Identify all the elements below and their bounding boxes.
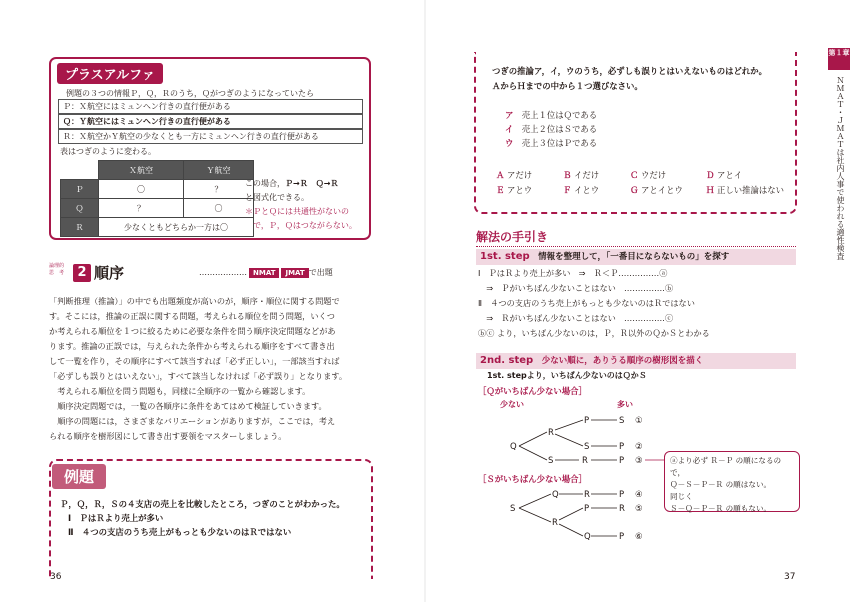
option-e[interactable]: Ｅ アとウ bbox=[496, 185, 533, 195]
jmat-tag: JMAT bbox=[281, 268, 308, 278]
example-statement: Ｐ，Ｑ，Ｒ，Ｓの４支店の売上を比較したところ，つぎのことがわかった。 Ⅰ ＰはＲより売上が多い Ⅱ ４つの支店のうち売上がもっとも少ないのはＲではない bbox=[60, 499, 345, 537]
row-label: Ｑ bbox=[61, 199, 99, 218]
node: ⑥ bbox=[635, 532, 643, 542]
side-note-2: と図式化できる。 bbox=[245, 193, 309, 202]
option-g[interactable]: Ｇ アとイとウ bbox=[630, 185, 683, 195]
side-formula: Ｐ→Ｒ Ｑ→Ｒ bbox=[285, 179, 339, 188]
section-heading bbox=[49, 262, 371, 282]
node: Q bbox=[552, 490, 559, 500]
row-label: Ｒ bbox=[61, 218, 99, 237]
side-note-3: ＊ＰとＱには共通性がないの bbox=[245, 207, 349, 216]
node: ① bbox=[635, 416, 643, 426]
node: S bbox=[548, 456, 554, 466]
row-label: Ｐ bbox=[61, 180, 99, 199]
node: Q bbox=[510, 442, 517, 452]
tree-diagram bbox=[505, 408, 665, 548]
node: ④ bbox=[635, 490, 643, 500]
nmat-tag: NMAT bbox=[249, 268, 279, 278]
node: P bbox=[619, 442, 625, 452]
node: P bbox=[619, 456, 625, 466]
node: R bbox=[552, 518, 558, 528]
plus-after: 表はつぎのように変わる。 bbox=[60, 147, 156, 156]
table-cell: ？ bbox=[99, 199, 184, 218]
solution-title: 解法の手引き bbox=[476, 230, 549, 244]
node: P bbox=[584, 504, 590, 514]
divider bbox=[476, 246, 796, 247]
option-f[interactable]: Ｆ イとウ bbox=[563, 185, 600, 195]
node: S bbox=[510, 504, 516, 514]
condition-r: Ｒ：Ｘ航空かＹ航空の少なくとも一方にミュンヘン行きの直行便がある bbox=[58, 129, 363, 144]
node: R bbox=[548, 428, 554, 438]
step-1-body: Ⅰ ＰはＲより売上が多い ⇒ Ｒ＜Ｐ……………ⓐ ⇒ Ｐがいちばん少ないことはない ……………ⓑ Ⅱ ４つの支店のうち売上がもっとも少ないのはＲではない ⇒ Ｒがいちばん少ないことはない ……………ⓒ ⓑⓒ より，いちばん少ないのは，Ｐ，Ｒ以外のＱかＳとわかる bbox=[478, 268, 710, 338]
step-2: 2nd. step 少ない順に，ありうる順序の樹形図を描く bbox=[476, 353, 796, 369]
option-c[interactable]: Ｃ ウだけ bbox=[630, 170, 667, 180]
step-2-sub: 1st. stepより，いちばん少ないのはＱかＳ bbox=[487, 371, 647, 380]
node: S bbox=[584, 442, 590, 452]
side-note-4: で，Ｐ，Ｑはつながらない。 bbox=[253, 221, 357, 230]
node: ⑤ bbox=[635, 504, 643, 514]
section-number: 2 bbox=[73, 264, 91, 282]
note-box: ⓐより必ず Ｒ－Ｐ の順になるので， Ｑ－Ｓ－Ｐ－Ｒ の順はない。 同じく Ｓ－Ｑ－Ｐ－Ｒ の順もない。 bbox=[664, 451, 800, 512]
table-cell: 〇 bbox=[184, 199, 254, 218]
node: ③ bbox=[635, 456, 643, 466]
example-title: 例題 bbox=[52, 464, 106, 489]
option-d[interactable]: Ｄ アとイ bbox=[706, 170, 743, 180]
page-number: 36 bbox=[50, 572, 62, 582]
chapter-label: 第１章 bbox=[828, 48, 850, 70]
page-number: 37 bbox=[784, 572, 796, 582]
node: ② bbox=[635, 442, 643, 452]
option-a[interactable]: Ａ アだけ bbox=[496, 170, 533, 180]
table-header: Ｙ航空 bbox=[184, 161, 254, 180]
case-q-label: ［Ｑがいちばん少ない場合］ bbox=[478, 386, 587, 396]
table-cell: ？ bbox=[184, 180, 254, 199]
plus-alpha-title: プラスアルファ bbox=[57, 63, 163, 84]
node: P bbox=[619, 490, 625, 500]
node: S bbox=[619, 416, 625, 426]
many-label: 多い bbox=[617, 400, 633, 409]
airline-table bbox=[60, 160, 254, 237]
section-tags: ……………… NMAT JMAT で出題 bbox=[199, 268, 333, 277]
chapter-side-text: ＮＭＡＴ・ＪＭＡＴは社内人事で使われる適性検査 bbox=[836, 76, 845, 260]
node: R bbox=[582, 456, 588, 466]
answer-options bbox=[496, 168, 796, 198]
condition-p: Ｐ：Ｘ航空にはミュンヘン行きの直行便がある bbox=[58, 99, 363, 114]
section-title: 順序 bbox=[94, 264, 125, 282]
step-1: 1st. step 情報を整理して，「一番目にならないもの」を探す bbox=[476, 249, 796, 265]
side-note-1: この場合，Ｐ→Ｒ Ｑ→Ｒ bbox=[245, 179, 339, 188]
node: P bbox=[619, 532, 625, 542]
node: R bbox=[619, 504, 625, 514]
option-h[interactable]: Ｈ 正しい推論はない bbox=[706, 185, 785, 195]
few-label: 少ない bbox=[500, 400, 524, 409]
condition-q: Ｑ：Ｙ航空にはミュンヘン行きの直行便がある bbox=[58, 114, 363, 129]
node: Q bbox=[584, 532, 591, 542]
node: R bbox=[584, 490, 590, 500]
question-text: つぎの推論ア，イ，ウのうち，必ずしも誤りとはいえないものはどれか。 ＡからＨまでの中から１つ選びなさい。 bbox=[492, 66, 767, 91]
inference-list: ア 売上１位はＱである イ 売上２位はＳである ウ 売上３位はＰである bbox=[505, 110, 598, 148]
table-header: Ｘ航空 bbox=[99, 161, 184, 180]
option-b[interactable]: Ｂ イだけ bbox=[563, 170, 600, 180]
intro-paragraph: 「判断推理（推論）」の中でも出題頻度が高いのが，順序・順位に関する問題で す。そこには，推論の正誤に関する問題，考えられる順位を問う問題，いくつ か考えられる順位を１つに絞るために必要な条件を問う順序決定問題などがあ ります。推論の正誤では，与えられた条件から考えられる順序をすべて書き出 して一覧を作り，その順序にすべて該当すれば「必ず正しい」，一部該当すれば 「必ずしも誤りとはいえない」，すべて該当しなければ「必ず誤り」となります。 考えられる順位を問う問題も，同様に全順序の一覧から確認します。 順序決定問題では，一覧の各順序に条件をあてはめて検証していきます。 順序の問題には，さまざまなバリエーションがありますが，ここでは，考え られる順序を樹形図にして書き出す要領をマスターしましょう。 bbox=[49, 296, 348, 441]
case-s-label: ［Ｓがいちばん少ない場合］ bbox=[478, 474, 587, 484]
section-category: 論理的 思 考 bbox=[49, 263, 65, 276]
plus-intro: 例題の３つの情報Ｐ，Ｑ，Ｒのうち，Ｑがつぎのようになっていたら bbox=[66, 89, 314, 98]
table-cell: 〇 bbox=[99, 180, 184, 199]
table-cell: 少なくともどちらか一方は〇 bbox=[99, 218, 254, 237]
node: P bbox=[584, 416, 590, 426]
